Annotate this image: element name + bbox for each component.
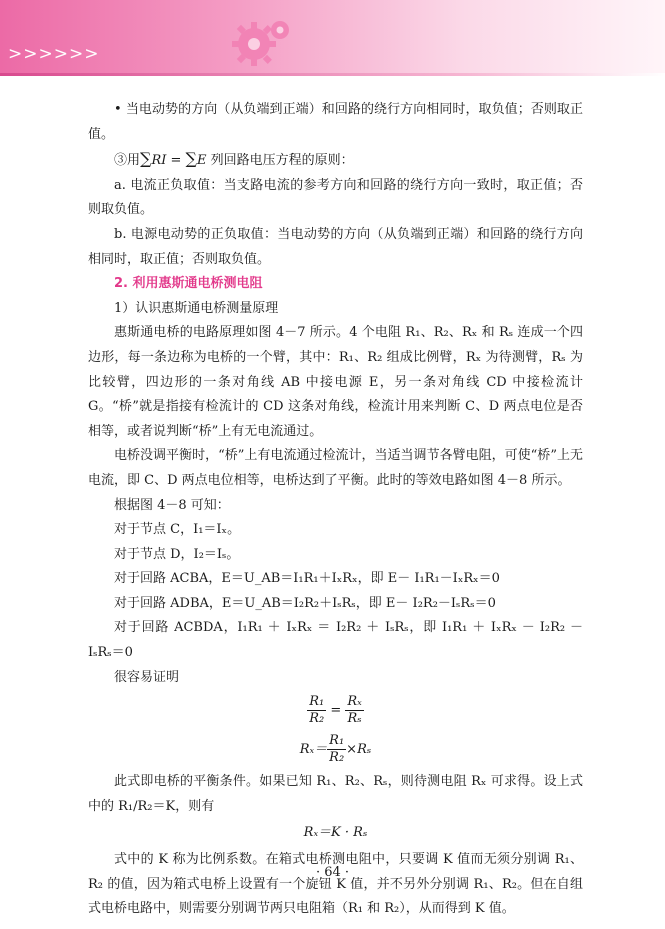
paragraph-loop-principle	[88, 147, 583, 174]
gear-icon	[228, 12, 298, 72]
paragraph-emf-sign: • 当电动势的方向（从负端到正端）和回路的绕行方向相同时，取负值；否则取正值。	[88, 102, 583, 142]
equation-loop-acba: 对于回路 ACBA，E＝U_AB＝I₁R₁＋IₓRₓ，即 E－ I₁R₁－IₓRₓ＝0	[114, 571, 500, 587]
paragraph-proof: 很容易证明	[114, 669, 180, 685]
paragraph-current-sign: a. 电流正负取值：当支路电流的参考方向和回路的绕行方向一致时，取正值；否则取负值。	[88, 177, 583, 218]
paragraph-ratio-coefficient: 式中的 K 称为比例系数。在箱式电桥测电阻中，只要调 K 值而无须分别调 R₁、R₂ 的值，因为箱式电桥上设置有一个旋钮 K 值，并不另外分别调 R₁、R₂。但在自组式电桥电路中，则需要分别调节两只电阻箱（R₁ 和 R₂），从而得到 K 值。	[88, 852, 583, 917]
fraction	[307, 694, 326, 727]
paragraph-bridge-balance: 电桥没调平衡时，“桥”上有电流通过检流计，当适当调节各臂电阻，可使“桥”上无电流，即 C、D 两点电位相等，电桥达到了平衡。此时的等效电路如图 4－8 所示。	[88, 448, 583, 488]
equation-loop-acbda: 对于回路 ACBDA，I₁R₁ ＋ IₓRₓ ＝ I₂R₂ ＋ IₛRₛ，即 I₁R₁ ＋ IₓRₓ － I₂R₂ － IₛRₛ＝0	[88, 620, 583, 661]
denominator: Rₛ	[347, 711, 362, 727]
equation-node-d: 对于节点 D，I₂＝Iₛ。	[114, 546, 240, 562]
formula-eq: =	[166, 153, 186, 169]
sigma-symbol: ∑	[140, 149, 152, 169]
equals-sign: =	[330, 703, 342, 719]
equation-loop-adba: 对于回路 ADBA，E＝U_AB＝I₂R₂＋IₛRₛ，即 E－ I₂R₂－IₛRₛ＝0	[114, 595, 496, 611]
numerator: R₁	[329, 733, 345, 749]
formula-rhs: E	[196, 153, 207, 169]
formula-lhs: RI	[151, 153, 167, 169]
subsection-heading: 1）认识惠斯通电桥测量原理	[114, 300, 279, 316]
sigma-symbol: ∑	[185, 149, 197, 169]
chevron-arrows-icon: >>>>>>	[8, 44, 100, 64]
fraction	[327, 733, 346, 766]
formula-rx	[88, 733, 583, 766]
equation-node-c: 对于节点 C，I₁＝Iₓ。	[114, 522, 241, 538]
section-heading: 2. 利用惠斯通电桥测电阻	[114, 276, 263, 292]
denominator: R₂	[329, 750, 345, 766]
numerator: Rₓ	[347, 694, 362, 710]
page-body	[88, 98, 583, 922]
fraction	[345, 694, 363, 727]
text-fragment: 列回路电压方程的原则：	[206, 153, 354, 169]
formula-ratio	[88, 694, 583, 727]
header-band	[0, 0, 665, 76]
page-number: · 64 ·	[315, 865, 350, 880]
formula-lhs: Rₓ＝	[299, 742, 328, 758]
paragraph-bridge-principle: 惠斯通电桥的电路原理如图 4－7 所示。4 个电阻 R₁、R₂、Rₓ 和 Rₛ 连成一个四边形，每一条边称为电桥的一个臂，其中：R₁、R₂ 组成比例臂，Rₓ 为待测臂，Rₛ 为比较臂，四边形的一条对角线 AB 中接电源 E，另一条对角线 CD 中接检流计 G。“桥”就是指接有检流计的 CD 这条对角线，检流计用来判断 C、D 两点电位是否相等，或者说判断“桥”上有无电流通过。	[88, 325, 583, 439]
paragraph-intro: 根据图 4－8 可知：	[114, 497, 230, 513]
numerator: R₁	[309, 694, 325, 710]
denominator: R₂	[309, 711, 325, 727]
formula-k: Rₓ＝K · Rₛ	[303, 825, 368, 841]
formula-rhs: ×Rₛ	[346, 742, 372, 758]
paragraph-balance-condition: 此式即电桥的平衡条件。如果已知 R₁、R₂、Rₛ，则待测电阻 Rₓ 可求得。设上式中的 R₁/R₂＝K，则有	[88, 774, 583, 814]
paragraph-emf-value: b. 电源电动势的正负取值：当电动势的方向（从负端到正端）和回路的绕行方向相同时，取正值；否则取负值。	[88, 226, 583, 267]
text-fragment: ③用	[114, 153, 141, 169]
